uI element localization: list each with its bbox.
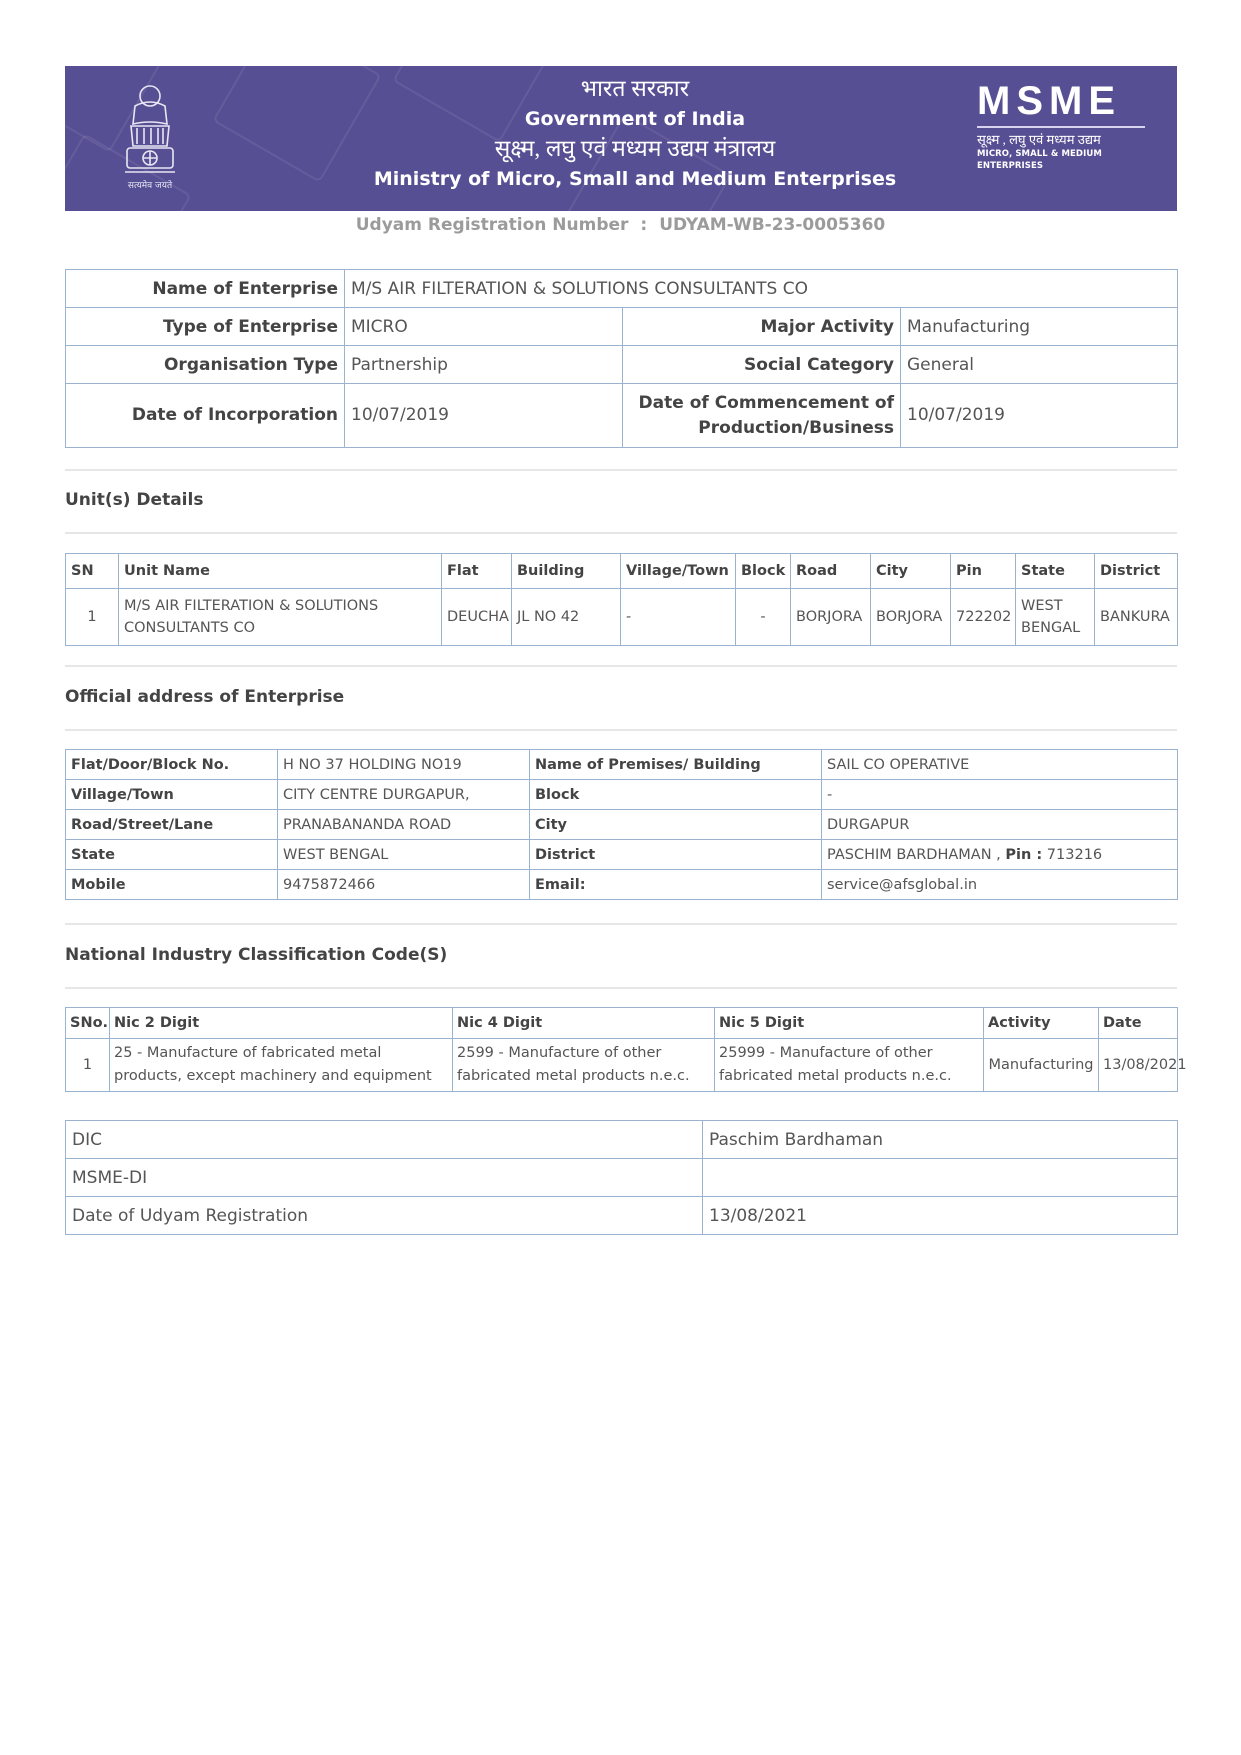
- type-label: Type of Enterprise: [66, 308, 345, 346]
- msme-logo-english: MICRO, SMALL & MEDIUM ENTERPRISES: [977, 149, 1102, 171]
- address-table: [65, 749, 1178, 900]
- table-row: [66, 1159, 1178, 1197]
- unit-block: -: [736, 589, 791, 646]
- column-header: City: [871, 554, 951, 589]
- msme-di-label: MSME-DI: [66, 1159, 703, 1197]
- table-row: [66, 840, 1178, 870]
- dic-value: Paschim Bardhaman: [703, 1121, 1178, 1159]
- hindi-govt-title: भारत सरकार: [580, 76, 690, 101]
- flat-label: Flat/Door/Block No.: [66, 750, 278, 780]
- org-type: Partnership: [345, 346, 623, 384]
- table-row: [66, 780, 1178, 810]
- village-value: CITY CENTRE DURGAPUR,: [278, 780, 530, 810]
- registration-separator: :: [640, 215, 648, 235]
- unit-district: BANKURA: [1095, 589, 1178, 646]
- incorporation-label: Date of Incorporation: [66, 384, 345, 448]
- block-label: Block: [530, 780, 822, 810]
- unit-sn: 1: [66, 589, 119, 646]
- svg-text:सत्यमेव जयते: सत्यमेव जयते: [127, 181, 173, 191]
- column-header: Date: [1099, 1008, 1178, 1039]
- table-row: [66, 750, 1178, 780]
- table-header-row: [66, 554, 1178, 589]
- column-header: State: [1016, 554, 1095, 589]
- incorporation-date: 10/07/2019: [345, 384, 623, 448]
- unit-village: -: [621, 589, 736, 646]
- logo-rule: [977, 126, 1145, 128]
- table-row: [66, 346, 1178, 384]
- column-header: Flat: [442, 554, 512, 589]
- table-row: [66, 589, 1178, 646]
- org-type-label: Organisation Type: [66, 346, 345, 384]
- road-value: PRANABANANDA ROAD: [278, 810, 530, 840]
- header-banner: [65, 66, 1177, 211]
- column-header: Nic 2 Digit: [110, 1008, 453, 1039]
- major-activity-label: Major Activity: [623, 308, 901, 346]
- city-value: DURGAPUR: [822, 810, 1178, 840]
- column-header: Nic 5 Digit: [715, 1008, 984, 1039]
- column-header: Nic 4 Digit: [453, 1008, 715, 1039]
- msme-logo-word: MSME: [977, 79, 1121, 123]
- premises-label: Name of Premises/ Building: [530, 750, 822, 780]
- commencement-label: Date of Commencement of Production/Business: [623, 384, 901, 448]
- nic-activity: Manufacturing: [984, 1039, 1099, 1092]
- hindi-ministry-title: सूक्ष्म, लघु एवं मध्यम उद्यम मंत्रालय: [494, 136, 776, 161]
- registration-value: UDYAM-WB-23-0005360: [659, 215, 886, 235]
- column-header: Activity: [984, 1008, 1099, 1039]
- nic-date: 13/08/2021: [1099, 1039, 1178, 1092]
- table-row: [66, 308, 1178, 346]
- pin-value: 713216: [1046, 846, 1103, 863]
- table-row: [66, 270, 1178, 308]
- msme-logo-hindi: सूक्ष्म , लघु एवं मध्यम उद्यम: [977, 132, 1101, 147]
- pin-label: Pin :: [1005, 846, 1043, 863]
- banner-title-block: [315, 74, 955, 194]
- column-header: SNo.: [66, 1008, 110, 1039]
- block-value: -: [822, 780, 1178, 810]
- divider: [65, 469, 1177, 471]
- nic-section-title: National Industry Classification Code(S): [65, 945, 448, 965]
- units-table: [65, 553, 1178, 646]
- nic-table: [65, 1007, 1187, 1092]
- column-header: Unit Name: [119, 554, 442, 589]
- unit-flat: DEUCHA: [442, 589, 512, 646]
- nic-2-digit: 25 - Manufacture of fabricated metal products, except machinery and equipment: [110, 1039, 453, 1092]
- nic-5-digit: 25999 - Manufacture of other fabricated metal products n.e.c.: [715, 1039, 984, 1092]
- unit-road: BORJORA: [791, 589, 871, 646]
- enterprise-name: M/S AIR FILTERATION & SOLUTIONS CONSULTANTS CO: [345, 270, 1178, 308]
- major-activity: Manufacturing: [901, 308, 1178, 346]
- dic-label: DIC: [66, 1121, 703, 1159]
- social-category-label: Social Category: [623, 346, 901, 384]
- table-row: [66, 1121, 1178, 1159]
- table-row: [66, 384, 1178, 448]
- table-row: [66, 1039, 1178, 1092]
- unit-building: JL NO 42: [512, 589, 621, 646]
- divider: [65, 729, 1177, 731]
- state-label: State: [66, 840, 278, 870]
- table-header-row: [66, 1008, 1178, 1039]
- enterprise-info-table: [65, 269, 1178, 448]
- msme-logo: [977, 80, 1145, 172]
- divider: [65, 665, 1177, 667]
- commencement-date: 10/07/2019: [901, 384, 1178, 448]
- divider: [65, 987, 1177, 989]
- table-row: [66, 870, 1178, 900]
- district-label: District: [530, 840, 822, 870]
- govt-title: Government of India: [524, 108, 746, 130]
- mobile-value: 9475872466: [278, 870, 530, 900]
- email-label: Email:: [530, 870, 822, 900]
- table-row: [66, 810, 1178, 840]
- column-header: Building: [512, 554, 621, 589]
- nic-4-digit: 2599 - Manufacture of other fabricated metal products n.e.c.: [453, 1039, 715, 1092]
- road-label: Road/Street/Lane: [66, 810, 278, 840]
- social-category: General: [901, 346, 1178, 384]
- unit-city: BORJORA: [871, 589, 951, 646]
- registration-label: Udyam Registration Number: [355, 215, 629, 235]
- udyam-date-value: 13/08/2021: [703, 1197, 1178, 1235]
- unit-pin: 722202: [951, 589, 1016, 646]
- unit-state: WEST BENGAL: [1016, 589, 1095, 646]
- column-header: District: [1095, 554, 1178, 589]
- national-emblem-icon: [113, 80, 187, 198]
- column-header: Pin: [951, 554, 1016, 589]
- registration-number: [0, 215, 1241, 235]
- column-header: Road: [791, 554, 871, 589]
- unit-name: M/S AIR FILTERATION & SOLUTIONS CONSULTANTS CO: [119, 589, 442, 646]
- units-section-title: Unit(s) Details: [65, 490, 204, 510]
- divider: [65, 532, 1177, 534]
- email-value: service@afsglobal.in: [822, 870, 1178, 900]
- state-value: WEST BENGAL: [278, 840, 530, 870]
- column-header: Village/Town: [621, 554, 736, 589]
- district-text: PASCHIM BARDHAMAN ,: [827, 846, 1001, 863]
- divider: [65, 923, 1177, 925]
- address-section-title: Official address of Enterprise: [65, 687, 345, 707]
- flat-value: H NO 37 HOLDING NO19: [278, 750, 530, 780]
- enterprise-type: MICRO: [345, 308, 623, 346]
- column-header: Block: [736, 554, 791, 589]
- office-table: [65, 1120, 1178, 1235]
- nic-sno: 1: [66, 1039, 110, 1092]
- udyam-date-label: Date of Udyam Registration: [66, 1197, 703, 1235]
- village-label: Village/Town: [66, 780, 278, 810]
- premises-value: SAIL CO OPERATIVE: [822, 750, 1178, 780]
- table-row: [66, 1197, 1178, 1235]
- city-label: City: [530, 810, 822, 840]
- ministry-title: Ministry of Micro, Small and Medium Enterprises: [373, 168, 897, 190]
- column-header: SN: [66, 554, 119, 589]
- district-value: [822, 840, 1178, 870]
- msme-di-value: [703, 1159, 1178, 1197]
- name-label: Name of Enterprise: [66, 270, 345, 308]
- mobile-label: Mobile: [66, 870, 278, 900]
